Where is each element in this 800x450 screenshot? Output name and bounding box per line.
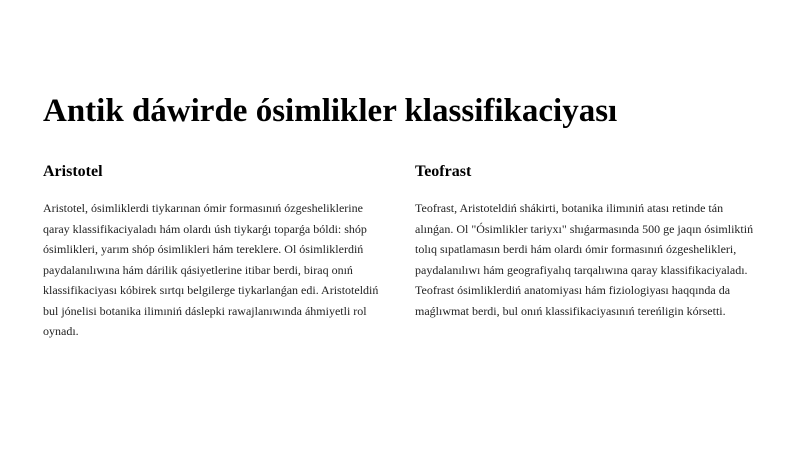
column-body-text: Aristotel, ósimliklerdi tiykarınan ómir formasınıń ózgesheliklerine qaray klassifikaciyaladı hám olardı úsh tiykarǵı toparǵa bóldi: shóp ósimlikleri, yarım shóp ósimlikleri hám tereklere. Ol ósimliklerdiń paydalanılıwına hám dárilik qásiyetlerine itibar berdi, biraq onıń klassifikaciyası kóbirek sırtqı belgilerge tiykarlanǵan edi. Aristoteldiń bul jónelisi botanika ilimıniń dáslepki rawajlanıwında áhmiyetli rol oynadı. (43, 201, 379, 338)
column-body-text: Teofrast, Aristoteldiń shákirti, botanika ilimıniń atası retinde tán alınǵan. Ol "Ósimlikler tariyxı" shıǵarmasında 500 ge jaqın ósimliktiń tolıq sıpatlamasın berdi hám olardı ómir formasınıń ózgeshelikleri, paydalanılıwı hám geografiyalıq tarqalıwına qaray klassifikaciyaladı. Teofrast ósimliklerdiń anatomiyası hám fiziologiyası haqqında da maǵlıwmat berdi, bul onıń klassifikaciyasınıń tereńligin kórsetti. (415, 201, 754, 318)
column-heading: Aristotel (43, 163, 103, 180)
column-teofrast (415, 162, 757, 342)
content-columns (43, 162, 757, 342)
page-title: Antik dáwirde ósimlikler klassifikaciyası (43, 93, 618, 129)
column-heading: Teofrast (415, 163, 472, 180)
column-aristotel (43, 162, 385, 342)
document-page (43, 92, 757, 338)
